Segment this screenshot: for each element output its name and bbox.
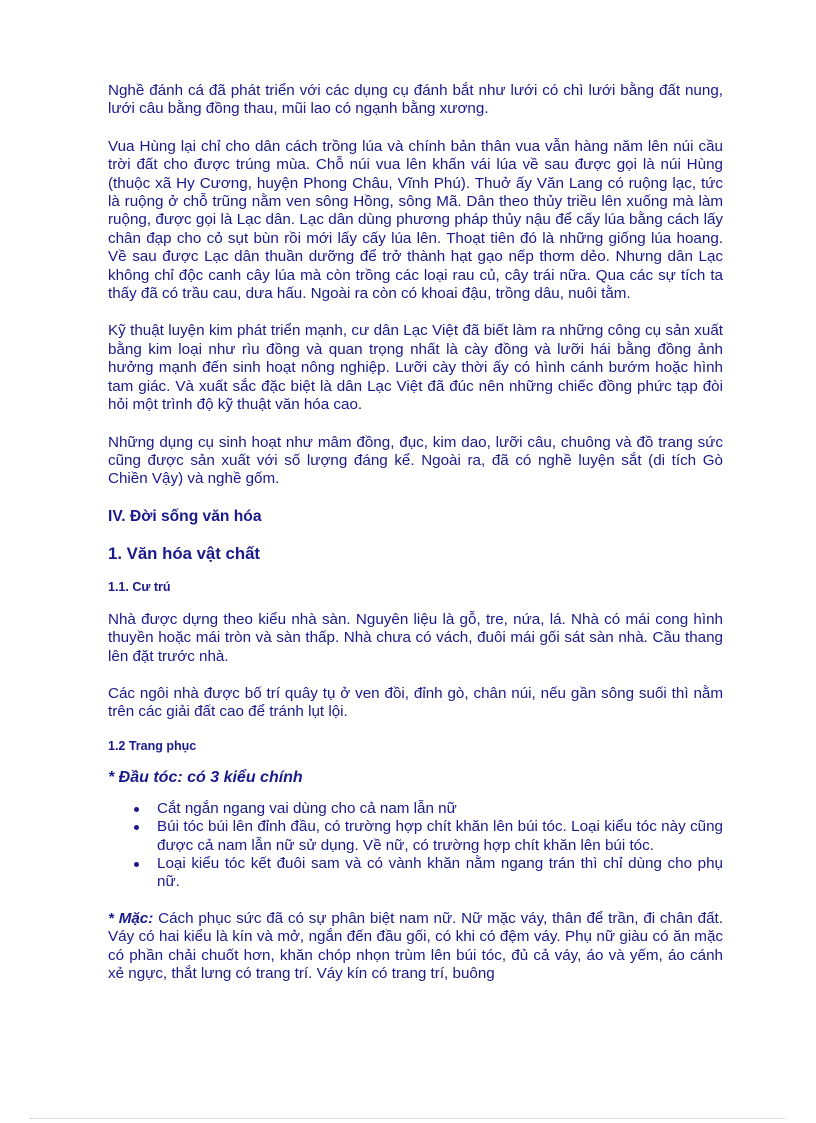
paragraph-house-layout: Các ngôi nhà được bố trí quây tụ ở ven đồi, đỉnh gò, chân núi, nếu gần sông suối thì nằm trên các giải đất cao để tránh lụt lội. (108, 684, 723, 721)
list-item-text: Búi tóc búi lên đỉnh đầu, có trường hợp chít khăn lên búi tóc. Loại kiểu tóc này cũng được cả nam lẫn nữ sử dụng. Về nữ, có trường hợp chít khăn lên búi tóc. (157, 818, 723, 854)
paragraph-fishing: Nghề đánh cá đã phát triển với các dụng cụ đánh bắt như lưới có chì lưới bằng đất nung, lưới câu bằng đồng thau, mũi lao có ngạnh bằng xương. (108, 82, 723, 118)
bullet-icon (134, 825, 139, 830)
list-item (108, 855, 723, 892)
paragraph-metallurgy: Kỹ thuật luyện kim phát triển mạnh, cư dân Lạc Việt đã biết làm ra những công cụ sản xuất bằng kim loại như rìu đồng và quan trọng nhất là cày đồng và lưỡi hái bằng đồng ảnh hưởng mạnh đến sinh hoạt nông nghiệp. Lưỡi cày thời ấy có hình cánh bướm hoặc hình tam giác. Và xuất sắc đặc biệt là dân Lạc Việt đã đúc nên những chiếc đồng phức tạp đòi hỏi một trình độ kỹ thuật văn hóa cao. (108, 322, 723, 414)
list-item (108, 800, 723, 818)
list-item-text: Cắt ngắn ngang vai dùng cho cả nam lẫn nữ (157, 799, 457, 817)
bullet-icon (134, 862, 139, 867)
paragraph-stilt-houses: Nhà được dựng theo kiểu nhà sàn. Nguyên liệu là gỗ, tre, nứa, lá. Nhà có mái cong hình thuyền hoặc mái tròn và sàn thấp. Nhà chưa có vách, đuôi mái gối sát sàn nhà. Cầu thang lên đặt trước nhà. (108, 610, 723, 665)
hair-style-list (108, 800, 723, 892)
list-item (108, 818, 723, 855)
list-item-text: Loại kiểu tóc kết đuôi sam và có vành khăn nằm ngang trán thì chỉ dùng cho phụ nữ. (157, 854, 723, 891)
hair-heading: * Đầu tóc: có 3 kiểu chính (108, 768, 303, 786)
subsection-heading-clothing: 1.2 Trang phục (108, 738, 197, 753)
bullet-icon (134, 807, 139, 812)
paragraph-clothing (108, 910, 723, 984)
document-page (108, 82, 723, 983)
clothing-lead: * Mặc: (108, 909, 154, 927)
paragraph-household-tools: Những dụng cụ sinh hoạt như mâm đồng, đục, kim dao, lưỡi câu, chuông và đồ trang sức cũng được sản xuất với số lượng đáng kể. Ngoài ra, đã có nghề luyện sắt (di tích Gò Chiền Vậy) và nghề gốm. (108, 433, 723, 488)
section-heading-material-culture: 1. Văn hóa vật chất (108, 543, 261, 563)
page-bottom-divider (30, 1118, 786, 1119)
paragraph-rice-farming: Vua Hùng lại chỉ cho dân cách trồng lúa và chính bản thân vua vẫn hàng năm lên núi cầu trời đất cho được trúng mùa. Chỗ núi vua lên khấn vái lúa về sau được gọi là núi Hùng (thuộc xã Hy Cương, huyện Phong Châu, Vĩnh Phú). Thuở ấy Văn Lang có ruộng lạc, tức là ruộng ở chỗ trũng nằm ven sông Hồng, sông Mã. Dân theo thủy triều lên xuống mà làm ruộng, được gọi là Lạc dân. Lạc dân dùng phương pháp thủy nậu để cấy lúa bằng cách lấy chân đạp cho cỏ sụt bùn rồi mới lấy cấy lúa lên. Thoạt tiên đó là những giống lúa hoang. Về sau được Lạc dân thuần dưỡng để trở thành hạt gạo nếp thơm dẻo. Nhưng dân Lạc không chỉ độc canh cây lúa mà còn trồng các loại rau củ, cây trái nữa. Qua các sự tích ta thấy đã có trầu cau, dưa hấu. Ngoài ra còn có khoai đậu, trồng dâu, nuôi tằm. (108, 137, 723, 303)
subsection-heading-residence: 1.1. Cư trú (108, 579, 171, 594)
clothing-text: Cách phục sức đã có sự phân biệt nam nữ. Nữ mặc váy, thân để trần, đi chân đất. Váy có hai kiểu là kín và mở, ngắn đến đầu gối, có khi có đệm váy. Phụ nữ giàu có ăn mặc có phần chải chuốt hơn, khăn chóp nhọn trùm lên búi tóc, đủ cả váy, áo và yếm, áo cánh xẻ ngực, thắt lưng có trang trí. Váy kín có trang trí, buông (108, 909, 723, 982)
section-heading-iv: IV. Đời sống văn hóa (108, 507, 262, 525)
